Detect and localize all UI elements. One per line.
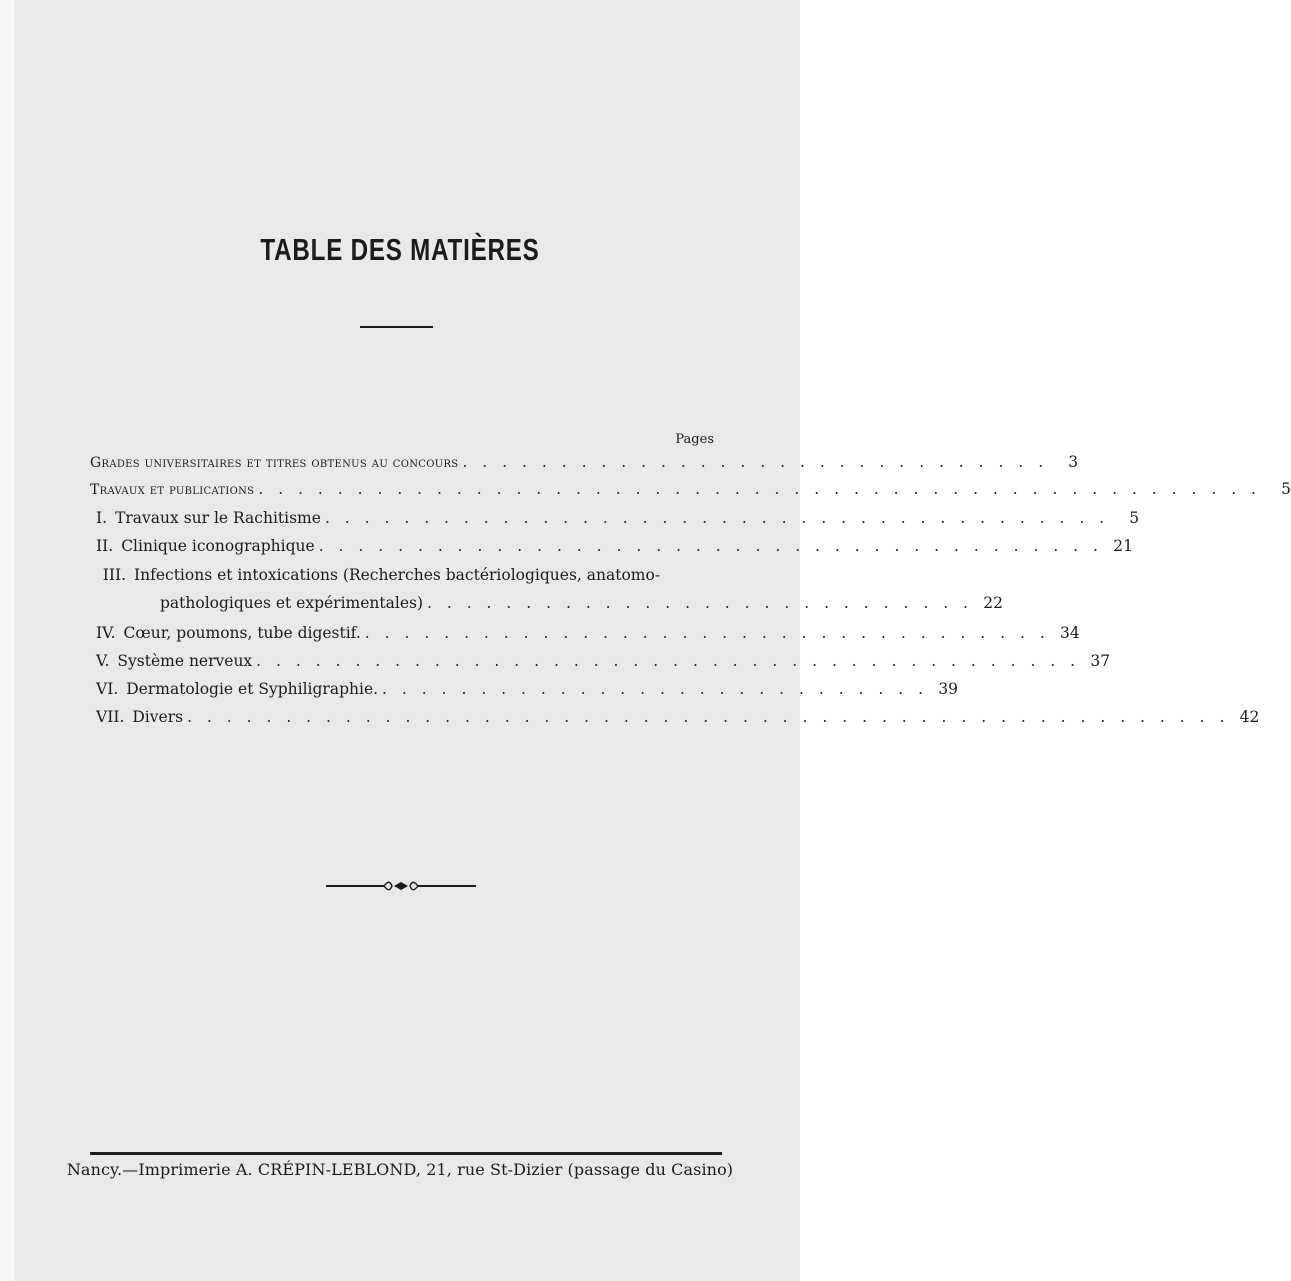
toc-entry-number: V.: [96, 652, 110, 670]
toc-entry-number: I.: [96, 509, 108, 527]
toc-entry-label: Grades universitaires et titres obtenus au concours: [90, 455, 459, 471]
toc-entry-label: Travaux sur le Rachitisme: [115, 509, 321, 527]
footer-rule: [90, 1152, 722, 1155]
toc-entry-number: IV.: [96, 624, 116, 642]
toc-entry-label: Clinique iconographique: [121, 537, 315, 555]
leader-dots: . . . . . . . . . . . . . . . . . . . . . . . . . . . . . . . . . . . . . . . .: [318, 537, 1103, 555]
leader-dots: . . . . . . . . . . . . . . . . . . . . . . . . . . . .: [427, 594, 973, 612]
toc-entry-continuation: [134, 593, 1003, 613]
printer-imprint: Nancy.—Imprimerie A. CRÉPIN-LEBLOND, 21, rue St-Dizier (passage du Casino): [66, 1160, 734, 1179]
toc-entry: [96, 707, 1260, 727]
title-rule: [360, 326, 433, 328]
toc-entry-number: VII.: [96, 708, 125, 726]
ornament-divider: [326, 878, 476, 892]
leader-dots: . . . . . . . . . . . . . . . . . . . . . . . . . . . . . .: [462, 453, 1049, 471]
toc-entry-page: 22: [983, 594, 1003, 612]
toc-entry: [96, 565, 710, 585]
toc-entry-page: 21: [1113, 537, 1133, 555]
toc-entry: [96, 536, 1133, 556]
toc-entry-page: 3: [1068, 453, 1079, 471]
toc-entry: [96, 623, 1080, 643]
pages-column-label: Pages: [675, 432, 714, 447]
leader-dots: . . . . . . . . . . . . . . . . . . . . . . . . . . . . . . . . . . . . . . . . . . . . . . . . . . .: [258, 480, 1261, 498]
toc-entry-page: 34: [1060, 624, 1080, 642]
leader-dots: . . . . . . . . . . . . . . . . . . . . . . . . . . . . . . . . . . . . . . . . . . . . . . . . . . . . .: [187, 708, 1230, 726]
toc-entry-label: pathologiques et expérimentales): [160, 594, 423, 612]
leader-dots: . . . . . . . . . . . . . . . . . . . . . . . . . . . . . . . . . . . . . . . . . .: [256, 652, 1081, 670]
toc-entry-page: 5: [1281, 480, 1291, 498]
toc-entry-number: III.: [102, 566, 126, 584]
toc-entry: [90, 452, 1079, 473]
toc-entry: [96, 651, 1111, 671]
leader-dots: . . . . . . . . . . . . . . . . . . . . . . . . . . . .: [382, 680, 929, 698]
toc-entry-page: 5: [1129, 509, 1140, 527]
page-title: TABLE DES MATIÈRES: [260, 232, 540, 267]
toc-entry-label: Cœur, poumons, tube digestif.: [123, 624, 361, 642]
leader-dots: . . . . . . . . . . . . . . . . . . . . . . . . . . . . . . . . . . .: [364, 624, 1050, 642]
toc-entry-page: 39: [938, 680, 959, 698]
toc-entry-page: 42: [1239, 708, 1260, 726]
toc-entry: [96, 679, 959, 699]
toc-entry-label: Divers: [132, 708, 184, 726]
toc-entry: [90, 479, 1291, 500]
toc-entry-number: VI.: [96, 680, 119, 698]
toc-entry-page: 37: [1090, 652, 1111, 670]
toc-entry-label: Infections et intoxications (Recherches bactériologiques, anatomo-: [134, 566, 661, 584]
toc-entry-label: Travaux et publications: [90, 482, 255, 498]
leader-dots: . . . . . . . . . . . . . . . . . . . . . . . . . . . . . . . . . . . . . . . .: [324, 509, 1110, 527]
toc-entry-number: II.: [96, 537, 114, 555]
toc-entry-label: Système nerveux: [117, 652, 253, 670]
toc-entry-label: Dermatologie et Syphiligraphie.: [126, 680, 379, 698]
toc-entry: [96, 508, 1140, 528]
